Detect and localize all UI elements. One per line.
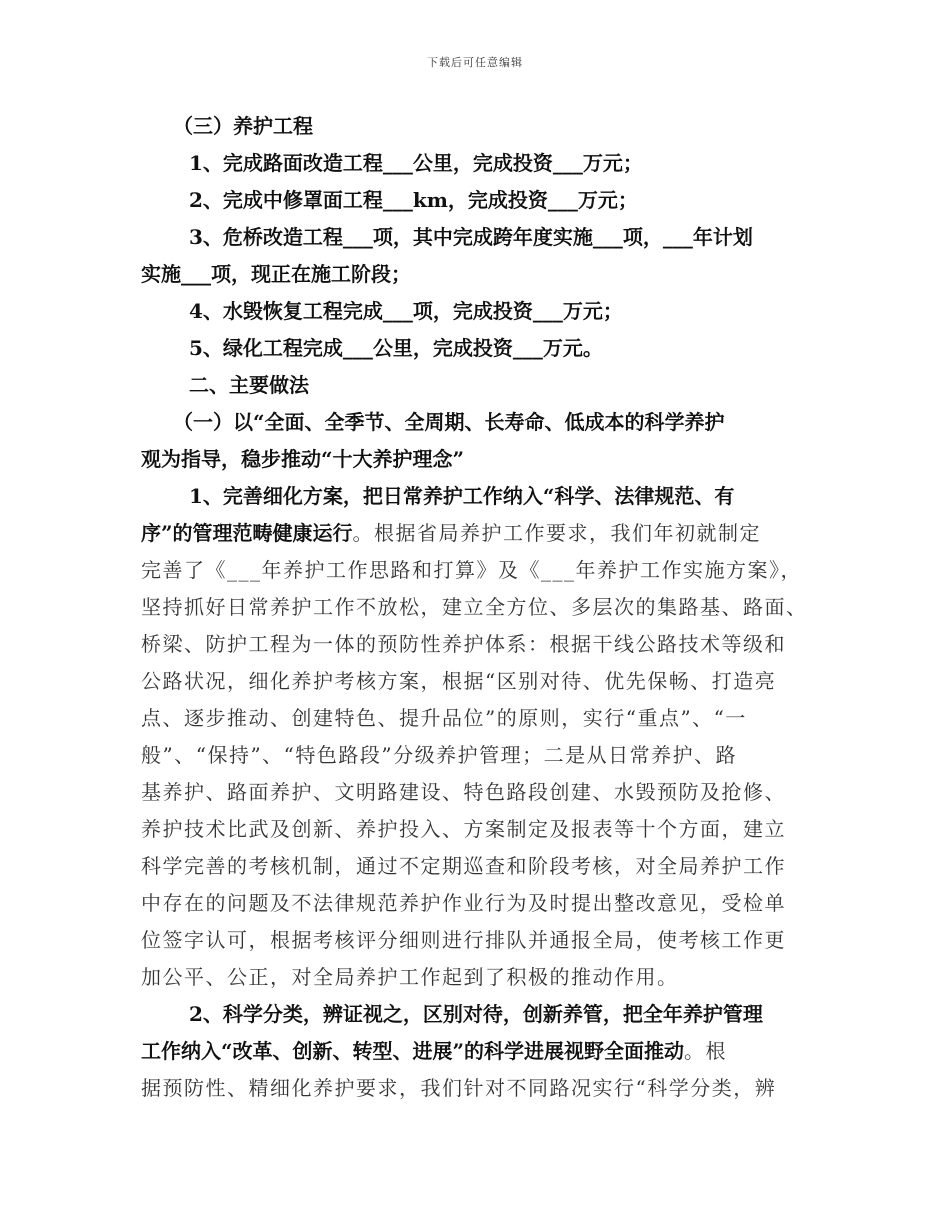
text-line <box>141 515 811 552</box>
body-text-segment: 点、逐步推动、创建特色、提升品位”的原则，实行“重点”、“一 <box>141 706 747 730</box>
bold-text-segment: 二、主要做法 <box>189 373 309 397</box>
body-text-segment: 般”、“保持”、“特色路段”分级养护管理；二是从日常养护、路 <box>141 743 738 767</box>
text-line <box>141 663 811 700</box>
body-text-segment: 。根 <box>684 1039 728 1063</box>
bold-text-segment: （一）以“全面、全季节、全周期、长寿命、低成本的科学养护 <box>173 410 725 434</box>
body-text-segment: 坚持抓好日常养护工作不放松，建立全方位、多层次的集路基、路面、 <box>141 595 808 619</box>
body-text-segment: 。根据省局养护工作要求，我们年初就制定 <box>352 521 762 545</box>
text-line <box>141 552 811 589</box>
body-text-segment: 公路状况，细化养护考核方案，根据“区别对待、优先保畅、打造亮 <box>141 669 777 693</box>
body-text-segment: 养护技术比武及创新、养护投入、方案制定及报表等十个方面，建立 <box>141 817 786 841</box>
bold-text-segment: 5、绿化工程完成___公里，完成投资___万元。 <box>189 336 603 360</box>
text-line <box>141 885 811 922</box>
body-text-segment: 桥梁、防护工程为一体的预防性养护体系：根据干线公路技术等级和 <box>141 632 786 656</box>
body-text-segment: 位签字认可，根据考核评分细则进行排队并通报全局，使考核工作更 <box>141 928 786 952</box>
text-line <box>141 182 811 219</box>
text-line <box>141 145 811 182</box>
body-text-segment: 完善了《___年养护工作思路和打算》及《___年养护工作实施方案》， <box>141 558 802 582</box>
bold-text-segment: 观为指导，稳步推动“十大养护理念” <box>141 447 465 471</box>
text-line <box>141 737 811 774</box>
bold-text-segment: 1、完成路面改造工程___公里，完成投资___万元； <box>189 151 643 175</box>
document-body <box>141 108 811 1107</box>
text-line <box>141 700 811 737</box>
text-line <box>141 1070 811 1107</box>
text-line <box>141 626 811 663</box>
text-line <box>141 219 811 256</box>
text-line <box>141 848 811 885</box>
body-text-segment: 中存在的问题及不法律规范养护作业行为及时提出整改意见，受检单 <box>141 891 786 915</box>
bold-text-segment: 3、危桥改造工程___项，其中完成跨年度实施___项，___年计划 <box>189 225 753 249</box>
text-line <box>141 478 811 515</box>
text-line <box>141 404 811 441</box>
bold-text-segment: 2、科学分类，辨证视之，区别对待，创新养管，把全年养护管理 <box>189 1002 763 1026</box>
text-line <box>141 589 811 626</box>
page-header: 下载后可任意编辑 <box>427 56 523 69</box>
text-line <box>141 330 811 367</box>
bold-text-segment: （三）养护工程 <box>173 114 313 138</box>
text-line <box>141 1033 811 1070</box>
text-line <box>141 996 811 1033</box>
text-line <box>141 293 811 330</box>
bold-text-segment: 1、完善细化方案，把日常养护工作纳入“科学、法律规范、有 <box>189 484 735 508</box>
text-line <box>141 367 811 404</box>
body-text-segment: 据预防性、精细化养护要求，我们针对不同路况实行“科学分类，辨 <box>141 1076 777 1100</box>
bold-text-segment: 工作纳入“改革、创新、转型、进展”的科学进展视野全面推动 <box>141 1039 685 1063</box>
text-line <box>141 811 811 848</box>
text-line <box>141 256 811 293</box>
body-text-segment: 科学完善的考核机制，通过不定期巡查和阶段考核，对全局养护工作 <box>141 854 786 878</box>
text-line <box>141 441 811 478</box>
body-text-segment: 基养护、路面养护、文明路建设、特色路段创建、水毁预防及抢修、 <box>141 780 786 804</box>
text-line <box>141 774 811 811</box>
text-line <box>141 108 811 145</box>
text-line <box>141 959 811 996</box>
body-text-segment: 加公平、公正，对全局养护工作起到了积极的推动作用。 <box>141 965 679 989</box>
text-line <box>141 922 811 959</box>
bold-text-segment: 2、完成中修罩面工程___km，完成投资___万元； <box>189 188 638 212</box>
bold-text-segment: 4、水毁恢复工程完成___项，完成投资___万元； <box>189 299 623 323</box>
bold-text-segment: 序”的管理范畴健康运行 <box>141 521 353 545</box>
bold-text-segment: 实施___项，现正在施工阶段； <box>141 262 411 286</box>
